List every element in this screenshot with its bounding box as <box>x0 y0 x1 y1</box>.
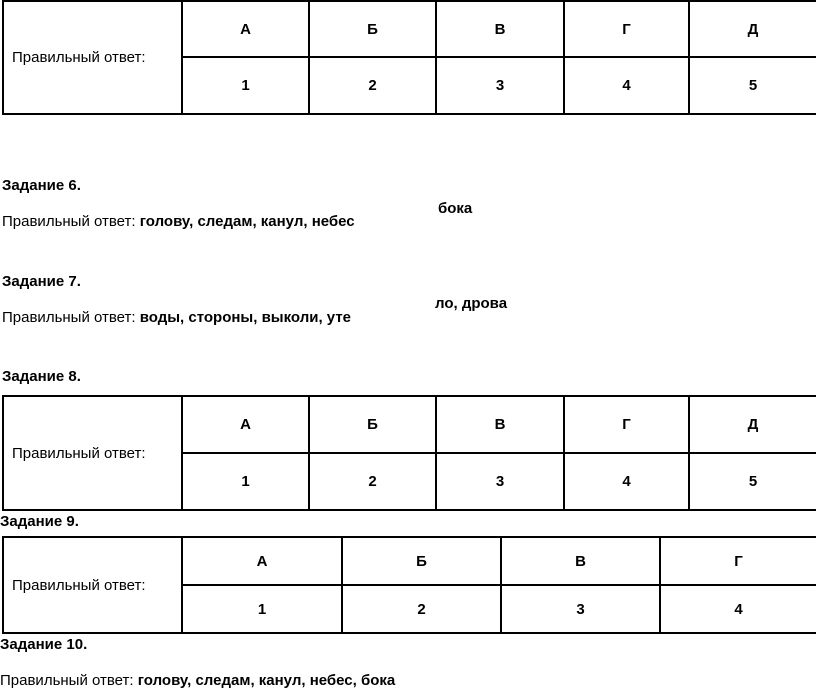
letter-cell: Б <box>342 537 501 585</box>
letter-cell: Д <box>689 396 816 453</box>
letter-cell: Г <box>564 396 689 453</box>
number-cell: 4 <box>660 585 816 633</box>
task7-overflow: ло, дрова <box>435 295 508 312</box>
number-cell: 3 <box>436 57 564 114</box>
task7-answer: воды, стороны, выколи, уте <box>139 309 352 326</box>
task8-heading: Задание 8. <box>2 368 81 385</box>
number-cell: 1 <box>182 453 309 510</box>
letter-cell: Б <box>309 1 436 57</box>
task6-overflow: бока <box>438 200 473 217</box>
task9-heading: Задание 9. <box>0 513 79 530</box>
task7-prefix: Правильный ответ: <box>2 309 140 326</box>
number-cell: 4 <box>564 57 689 114</box>
letter-cell: А <box>182 396 309 453</box>
number-cell: 1 <box>182 57 309 114</box>
letter-cell: В <box>501 537 660 585</box>
task10-answer: голову, следам, канул, небес, бока <box>137 672 396 689</box>
letter-cell: Г <box>564 1 689 57</box>
task10-prefix: Правильный ответ: <box>0 672 138 689</box>
task10-heading: Задание 10. <box>0 636 88 653</box>
number-cell: 4 <box>564 453 689 510</box>
number-cell: 5 <box>689 57 816 114</box>
letter-cell: В <box>436 1 564 57</box>
number-cell: 2 <box>309 453 436 510</box>
letter-cell: А <box>182 537 342 585</box>
task6-answer: голову, следам, канул, небес <box>139 213 355 230</box>
task7-answer-line <box>2 309 351 326</box>
answer-label: Правильный ответ: <box>3 537 182 633</box>
letter-cell: Б <box>309 396 436 453</box>
letter-cell: Д <box>689 1 816 57</box>
answer-table-1 <box>2 0 816 115</box>
answer-table-9 <box>2 536 816 634</box>
number-cell: 5 <box>689 453 816 510</box>
letter-cell: Г <box>660 537 816 585</box>
number-cell: 2 <box>309 57 436 114</box>
task6-answer-line <box>2 213 355 230</box>
task7-heading: Задание 7. <box>2 273 81 290</box>
answer-label: Правильный ответ: <box>3 396 182 510</box>
letter-cell: В <box>436 396 564 453</box>
number-cell: 3 <box>436 453 564 510</box>
task10-answer-line <box>0 672 395 689</box>
number-cell: 3 <box>501 585 660 633</box>
number-cell: 1 <box>182 585 342 633</box>
task6-prefix: Правильный ответ: <box>2 213 140 230</box>
task6-heading: Задание 6. <box>2 177 81 194</box>
number-cell: 2 <box>342 585 501 633</box>
letter-cell: А <box>182 1 309 57</box>
answer-table-8 <box>2 395 816 511</box>
answer-label: Правильный ответ: <box>3 1 182 114</box>
